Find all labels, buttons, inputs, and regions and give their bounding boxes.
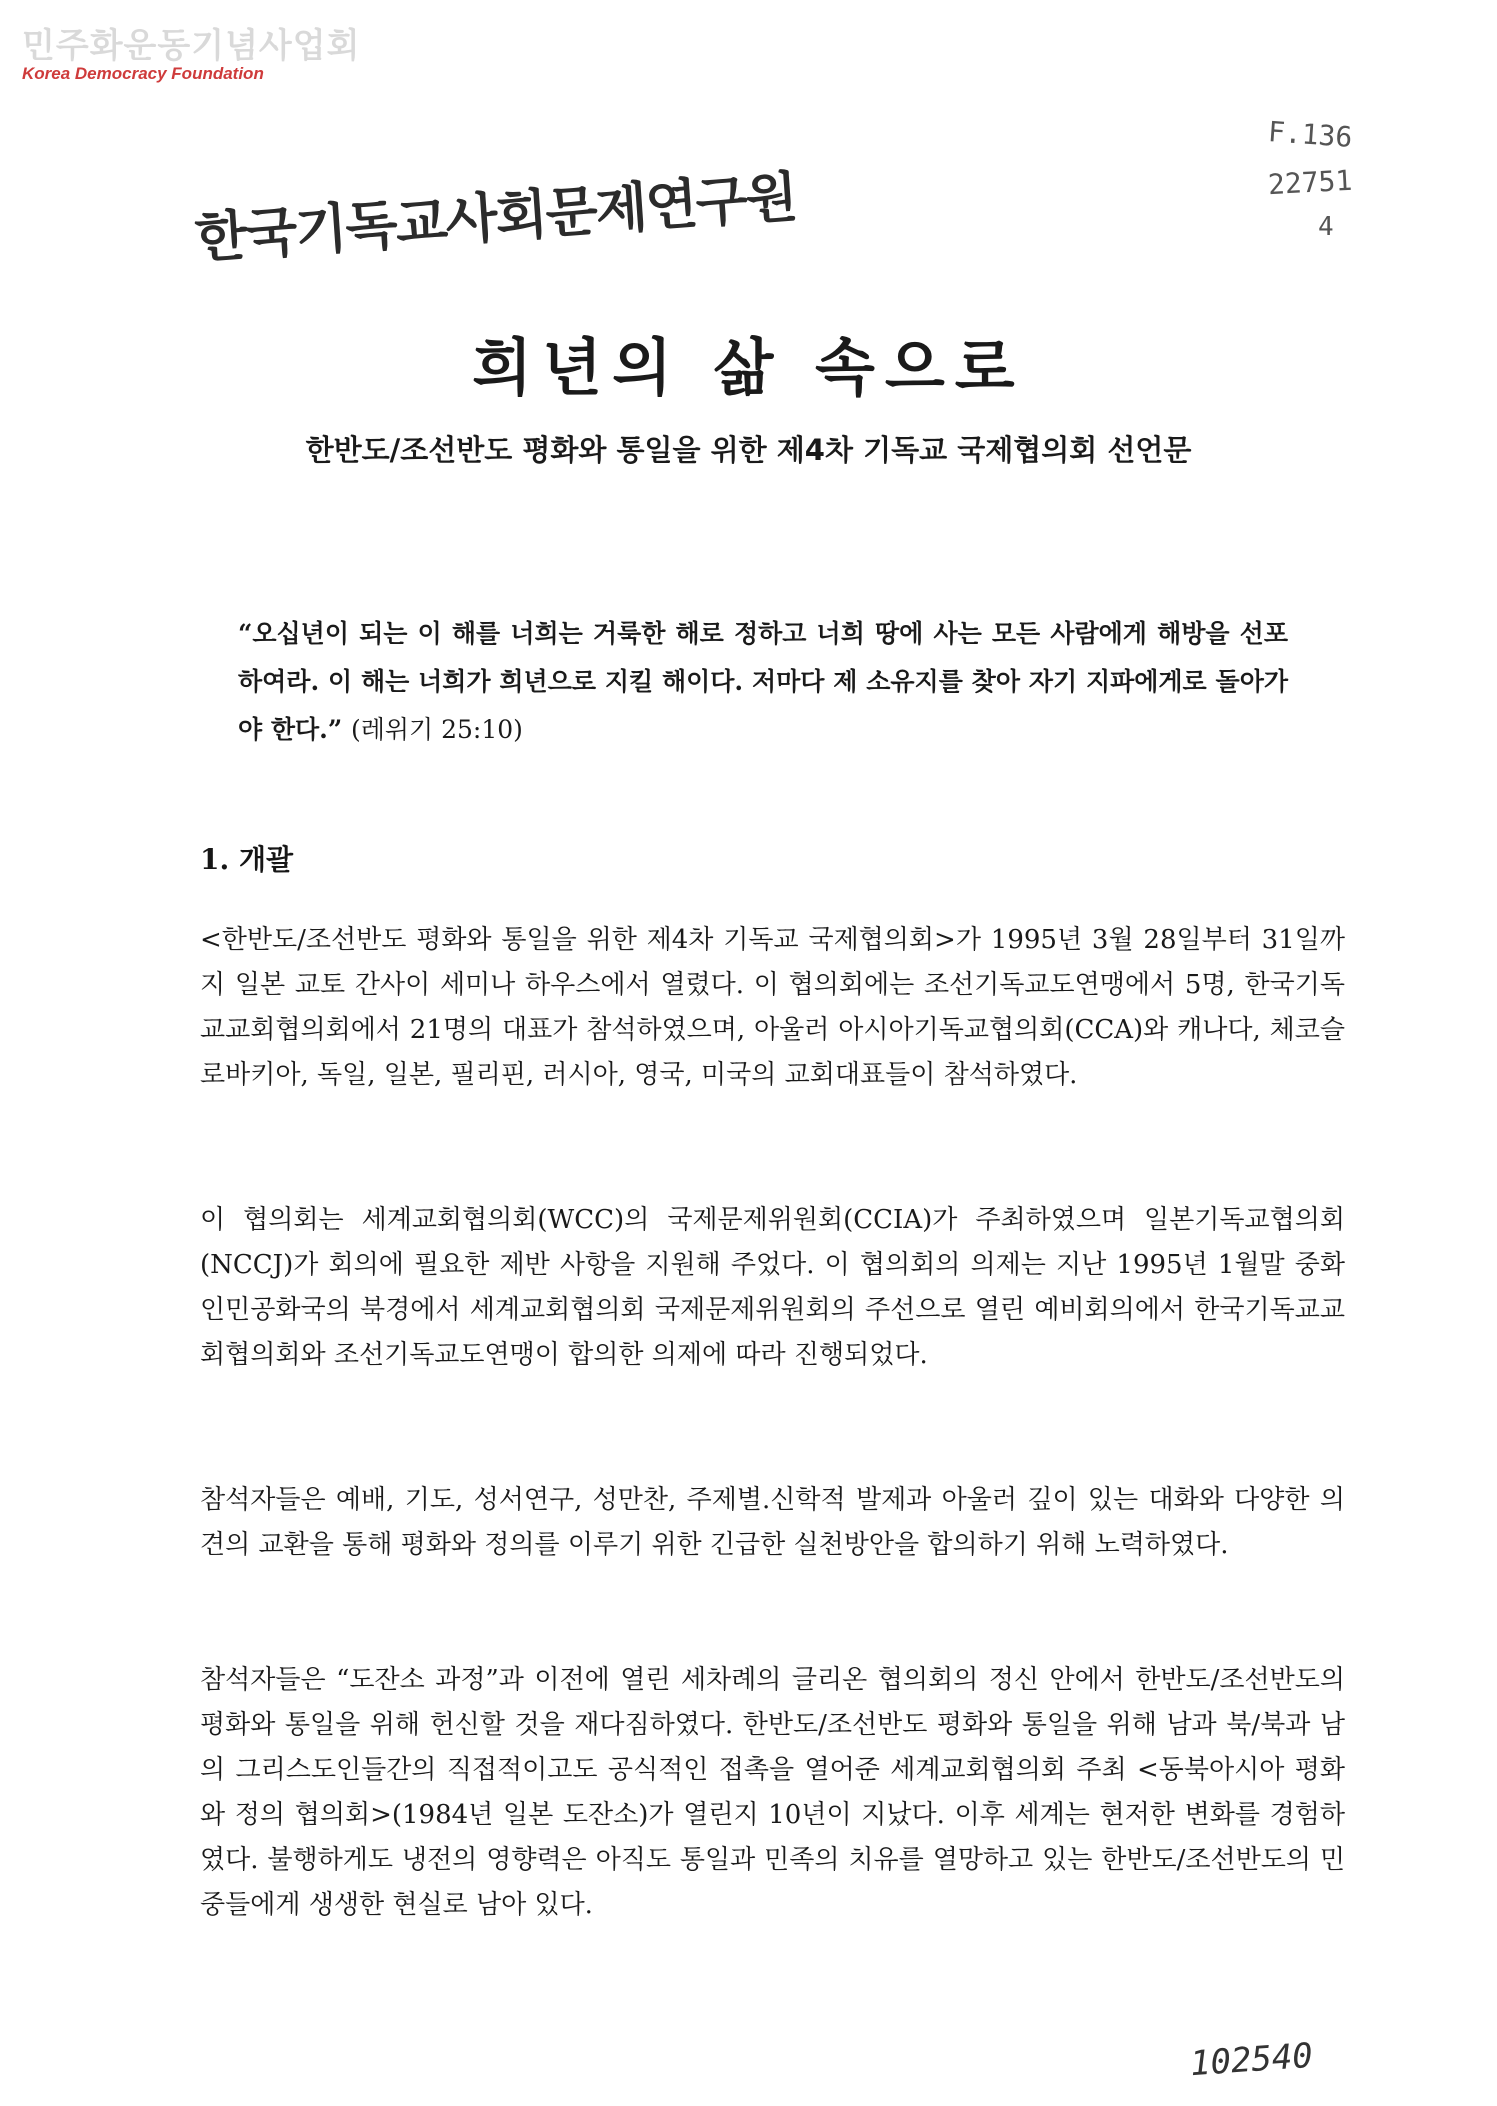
watermark-korean: 민주화운동기념사업회 bbox=[22, 26, 361, 66]
archive-mark-line3: 4 bbox=[1318, 212, 1334, 242]
page-title: 희년의 삶 속으로 bbox=[472, 331, 1025, 404]
paragraph: 이 협의회는 세계교회협의회(WCC)의 국제문제위원회(CCIA)가 주최하였으며 일본기독교협의회(NCCJ)가 회의에 필요한 제반 사항을 지원해 주었다. 이 협의회의 의제는 지난 1995년 1월말 중화인민공화국의 북경에서 세계교회협의회 국제문제위원회의 주선으로 열린 예비회의에서 한국기독교교회협의회와 조선기독교도연맹이 합의한 의제에 따라 진행되었다. bbox=[200, 1205, 1345, 1370]
archive-mark-line1: F.136 bbox=[1266, 115, 1354, 154]
epigraph bbox=[238, 610, 1288, 754]
handwritten-page-number: 102540 bbox=[1188, 2035, 1315, 2085]
paragraph: <한반도/조선반도 평화와 통일을 위한 제4차 기독교 국제협의회>가 1995년 3월 28일부터 31일까지 일본 교토 간사이 세미나 하우스에서 열렸다. 이 협의회에는 조선기독교도연맹에서 5명, 한국기독교교회협의회에서 21명의 대표가 참석하였으며, 아울러 아시아기독교협의회(CCA)와 캐나다, 체코슬로바키아, 독일, 일본, 필리핀, 러시아, 영국, 미국의 교회대표들이 참석하였다. bbox=[200, 925, 1345, 1090]
archive-mark-line2: 22751 bbox=[1267, 163, 1354, 202]
paragraph: 참석자들은 “도잔소 과정”과 이전에 열린 세차례의 글리온 협의회의 정신 안에서 한반도/조선반도의 평화와 통일을 위해 헌신할 것을 재다짐하였다. 한반도/조선반도 평화와 통일을 위해 남과 북/북과 남의 그리스도인들간의 직접적이고도 공식적인 접촉을 열어준 세계교회협의회 주최 <동북아시아 평화와 정의 협의회>(1984년 일본 도잔소)가 열린지 10년이 지났다. 이후 세계는 현저한 변화를 경험하였다. 불행하게도 냉전의 영향력은 아직도 통일과 민족의 치유를 열망하고 있는 한반도/조선반도의 민중들에게 생생한 현실로 남아 있다. bbox=[200, 1665, 1345, 1920]
page-subtitle: 한반도/조선반도 평화와 통일을 위한 제4차 기독교 국제협의회 선언문 bbox=[305, 433, 1192, 467]
watermark-english: Korea Democracy Foundation bbox=[22, 64, 264, 83]
section-heading: 1. 개괄 bbox=[200, 843, 294, 876]
epigraph-text: “오십년이 되는 이 해를 너희는 거룩한 해로 정하고 너희 땅에 사는 모든 사람에게 해방을 선포하여라. 이 해는 너희가 희년으로 지킬 해이다. 저마다 제 소유지를 찾아 자기 지파에게로 돌아가야 한다.” bbox=[238, 619, 1288, 744]
paragraph: 참석자들은 예배, 기도, 성서연구, 성만찬, 주제별.신학적 발제과 아울러 깊이 있는 대화와 다양한 의견의 교환을 통해 평화와 정의를 이루기 위한 긴급한 실천방안을 합의하기 위해 노력하였다. bbox=[200, 1485, 1345, 1560]
epigraph-reference: (레위기 25:10) bbox=[350, 715, 523, 744]
institution-stamp: 한국기독교사회문제연구원 bbox=[193, 165, 798, 270]
